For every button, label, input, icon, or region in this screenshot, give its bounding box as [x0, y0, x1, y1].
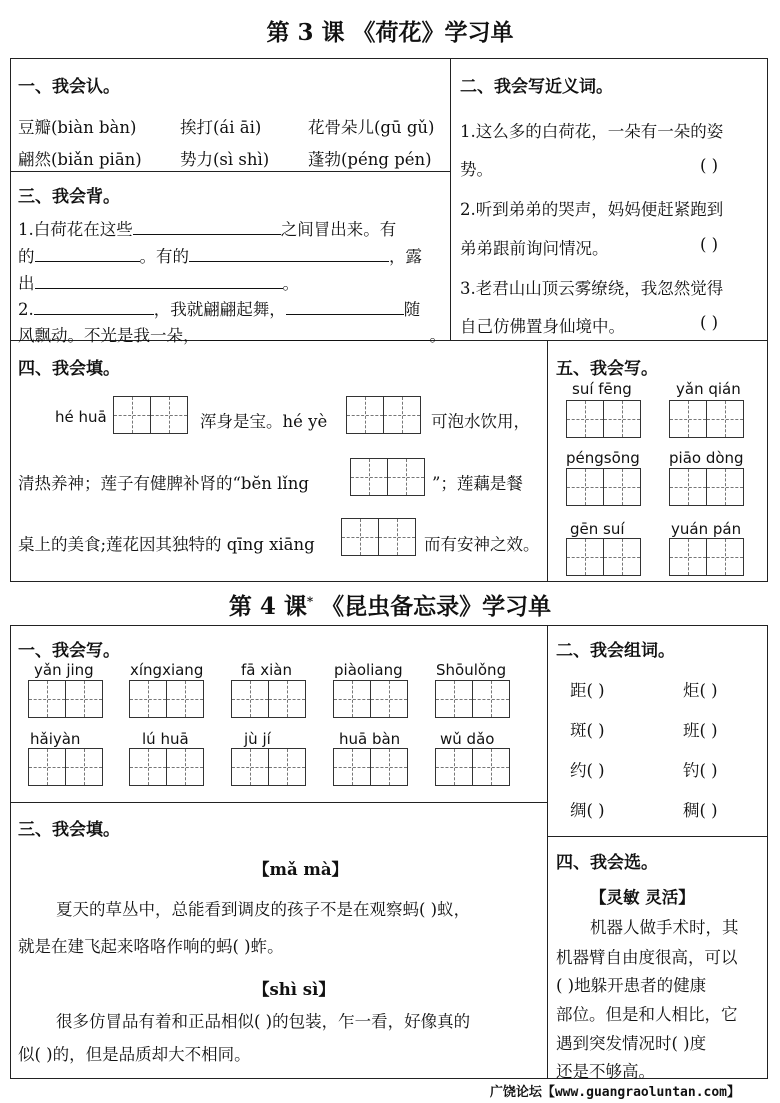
- fill-blank[interactable]: [35, 274, 283, 289]
- writing-grid[interactable]: [669, 400, 743, 438]
- fill-text: 桌上的美食;莲花因其独特的 qīng xiāng: [18, 535, 315, 554]
- word-item: 蓬勃(péng pén): [308, 150, 432, 169]
- word-choice-key: 【灵敏 灵活】: [590, 888, 695, 907]
- fill-text: 可泡水饮用，: [431, 412, 530, 431]
- writing-grid[interactable]: [350, 458, 424, 496]
- answer-parens[interactable]: ( ): [700, 235, 719, 254]
- char-item: 钓( ): [683, 761, 718, 780]
- char-item: 绸( ): [570, 801, 605, 820]
- pinyin: yǎn qián: [676, 380, 741, 398]
- section-title: 一、我会写。: [18, 641, 120, 661]
- fill-blank[interactable]: [34, 300, 154, 315]
- word-item: 势力(sì shì): [180, 150, 270, 169]
- paragraph-line: 还是不够高。: [556, 1062, 655, 1081]
- section-title: 四、我会填。: [18, 359, 120, 379]
- answer-parens[interactable]: ( ): [700, 156, 719, 175]
- paragraph-line: 夏天的草丛中，总能看到调皮的孩子不是在观察蚂( )蚁，: [56, 900, 471, 919]
- writing-grid[interactable]: [566, 468, 640, 506]
- footer-watermark: 广饶论坛【www.guangraoluntan.com】: [489, 1085, 740, 1100]
- pinyin: gēn suí: [570, 520, 625, 538]
- paragraph-line: 很多仿冒品有着和正品相似( )的包装，乍一看，好像真的: [56, 1012, 471, 1031]
- char-item: 炬( ): [683, 681, 718, 700]
- answer-parens[interactable]: ( ): [699, 801, 718, 820]
- pinyin: suí fēng: [572, 380, 632, 398]
- pinyin: piāo dòng: [669, 449, 744, 467]
- paragraph-line: 遇到突发情况时( )度: [556, 1034, 707, 1053]
- recite-line: 出 。: [18, 274, 299, 293]
- recite-line: 的 。有的 ，露: [18, 247, 422, 266]
- writing-grid[interactable]: [435, 748, 509, 786]
- pinyin: wǔ dǎo: [440, 730, 495, 748]
- pinyin: fā xiàn: [241, 661, 292, 679]
- writing-grid[interactable]: [341, 518, 415, 556]
- writing-grid[interactable]: [346, 396, 420, 434]
- writing-grid[interactable]: [129, 680, 203, 718]
- pinyin: péngsōng: [566, 449, 640, 467]
- pinyin: hǎiyàn: [30, 730, 81, 748]
- divider: [10, 171, 451, 172]
- question-text: 3.老君山山顶云雾缭绕，我忽然觉得: [460, 279, 724, 298]
- answer-parens[interactable]: ( ): [586, 761, 605, 780]
- writing-grid[interactable]: [28, 748, 102, 786]
- word-item: 花骨朵儿(gū gǔ): [308, 118, 435, 137]
- char-item: 距( ): [570, 681, 605, 700]
- divider: [10, 802, 548, 803]
- pinyin: xíngxiang: [130, 661, 204, 679]
- writing-grid[interactable]: [231, 680, 305, 718]
- fill-text: ”；莲藕是餐: [432, 474, 523, 493]
- writing-grid[interactable]: [129, 748, 203, 786]
- pinyin: yǎn jing: [34, 661, 94, 679]
- char-item: 班( ): [683, 721, 718, 740]
- paragraph-line: 机器臂自由度很高，可以: [556, 948, 738, 967]
- writing-grid[interactable]: [669, 468, 743, 506]
- char-item: 约( ): [570, 761, 605, 780]
- fill-blank[interactable]: [286, 300, 404, 315]
- pinyin: hé huā: [55, 408, 107, 426]
- question-text: 自己仿佛置身仙境中。: [460, 317, 625, 336]
- writing-grid[interactable]: [231, 748, 305, 786]
- char-item: 稠( ): [683, 801, 718, 820]
- section-title: 二、我会写近义词。: [460, 77, 613, 97]
- lesson3-title: 第 3 课 《荷花》学习单: [266, 19, 514, 46]
- paragraph-line: ( )地躲开患者的健康: [556, 976, 707, 995]
- divider: [547, 340, 548, 582]
- writing-grid[interactable]: [435, 680, 509, 718]
- question-text: 势。: [460, 160, 493, 179]
- section-title: 三、我会填。: [18, 820, 120, 840]
- writing-grid[interactable]: [113, 396, 187, 434]
- word-item: 翩然(biǎn piān): [18, 150, 142, 169]
- divider: [450, 58, 451, 341]
- section-title: 二、我会组词。: [556, 641, 675, 661]
- writing-grid[interactable]: [333, 748, 407, 786]
- recite-line: 1.白荷花在这些 之间冒出来。有: [18, 220, 397, 239]
- word-item: 豆瓣(biàn bàn): [18, 118, 137, 137]
- answer-parens[interactable]: ( ): [699, 721, 718, 740]
- fill-text: 浑身是宝。hé yè: [200, 412, 328, 431]
- answer-parens[interactable]: ( ): [586, 801, 605, 820]
- pinyin: yuán pán: [671, 520, 742, 538]
- pinyin: huā bàn: [339, 730, 401, 748]
- section-title: 三、我会背。: [18, 187, 120, 207]
- paragraph-line: 似( )的，但是品质却大不相同。: [18, 1045, 251, 1064]
- question-text: 弟弟跟前询问情况。: [460, 239, 609, 258]
- answer-parens[interactable]: ( ): [586, 681, 605, 700]
- answer-parens[interactable]: ( ): [699, 681, 718, 700]
- fill-blank[interactable]: [133, 220, 281, 235]
- question-text: 1.这么多的白荷花，一朵有一朵的姿: [460, 122, 724, 141]
- recite-line: 2. ，我就翩翩起舞， 随: [18, 300, 421, 319]
- answer-parens[interactable]: ( ): [700, 313, 719, 332]
- pinyin: jù jí: [244, 730, 271, 748]
- answer-parens[interactable]: ( ): [699, 761, 718, 780]
- recite-line: 风飘动。不光是我一朵， 。: [18, 326, 446, 345]
- divider: [547, 836, 768, 837]
- pronunciation-key: 【mǎ mà】: [253, 860, 349, 879]
- question-text: 2.听到弟弟的哭声，妈妈便赶紧跑到: [460, 200, 724, 219]
- writing-grid[interactable]: [566, 538, 640, 576]
- char-item: 斑( ): [570, 721, 605, 740]
- writing-grid[interactable]: [566, 400, 640, 438]
- pinyin: Shōulǒng: [436, 661, 507, 679]
- fill-text: 而有安神之效。: [424, 535, 540, 554]
- paragraph-line: 机器人做手术时，其: [590, 918, 739, 937]
- section-title: 一、我会认。: [18, 77, 120, 97]
- writing-grid[interactable]: [333, 680, 407, 718]
- paragraph-line: 就是在建飞起来咯咯作响的蚂( )蚱。: [18, 937, 284, 956]
- section-title: 四、我会选。: [556, 853, 658, 873]
- pronunciation-key: 【shì sì】: [253, 980, 335, 999]
- fill-blank[interactable]: [35, 247, 140, 262]
- word-item: 挨打(ái āi): [180, 118, 262, 137]
- lesson4-title: 第 4 课* 《昆虫备忘录》学习单: [228, 593, 552, 620]
- divider: [547, 625, 548, 1079]
- fill-text: 清热养神；莲子有健脾补肾的“bĕn lǐng: [18, 474, 309, 493]
- section-title: 五、我会写。: [556, 359, 658, 379]
- writing-grid[interactable]: [669, 538, 743, 576]
- answer-parens[interactable]: ( ): [586, 721, 605, 740]
- pinyin: piàoliang: [334, 661, 403, 679]
- fill-blank[interactable]: [200, 326, 430, 341]
- fill-blank[interactable]: [189, 247, 389, 262]
- pinyin: lú huā: [142, 730, 189, 748]
- paragraph-line: 部位。但是和人相比，它: [556, 1005, 738, 1024]
- writing-grid[interactable]: [28, 680, 102, 718]
